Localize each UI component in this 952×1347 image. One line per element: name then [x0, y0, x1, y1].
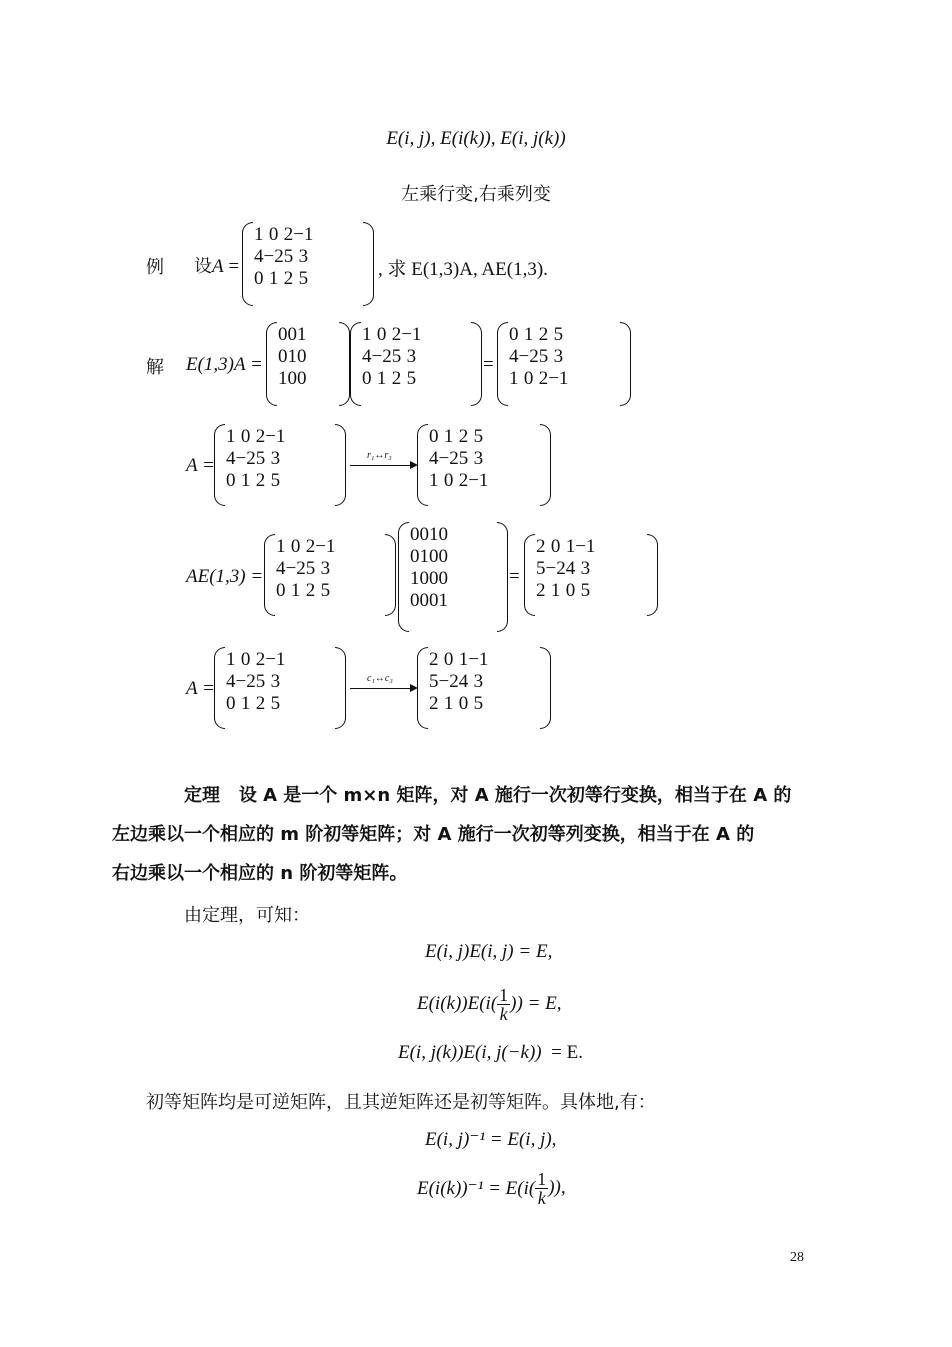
eq4-matrix-A — [214, 647, 346, 729]
matrix-entry: 1 — [509, 368, 519, 389]
matrix-entry: −1 — [265, 649, 286, 670]
matrix-entry: 2 — [429, 693, 439, 714]
theorem-heading: 定理 — [184, 785, 220, 806]
matrix-entry: 5 — [536, 558, 546, 579]
matrix-entry: 2 — [255, 649, 266, 670]
matrix-entry: 1 — [276, 536, 286, 557]
matrix-entry: 0 — [438, 524, 448, 545]
inverse-intro: 初等矩阵均是可逆矩阵，且其逆矩阵还是初等矩阵。具体地,有： — [146, 1092, 656, 1113]
matrix-entry: 0 — [419, 590, 429, 611]
matrix-entry: 4 — [276, 558, 286, 579]
matrix-entry: 0 — [287, 368, 297, 389]
matrix-entry: 1 — [297, 324, 307, 345]
matrix-entry: −1 — [401, 324, 422, 345]
matrix-entry: 1 — [458, 649, 469, 670]
matrix-entry: 2 — [536, 536, 546, 557]
matrix-entry: 0 — [376, 324, 387, 345]
eq3-equals: = — [509, 566, 520, 587]
matrix-entry: 5 — [283, 246, 294, 267]
matrix-entry: 0 — [438, 546, 448, 567]
matrix-entry: 5 — [255, 671, 266, 692]
matrix-entry: 0 — [523, 368, 534, 389]
matrix-entry: −1 — [315, 536, 336, 557]
matrix-entry: 3 — [270, 448, 281, 469]
matrix-entry: −1 — [265, 426, 286, 447]
matrix-entry: 0 — [297, 368, 307, 389]
matrix-entry: 1 — [278, 368, 288, 389]
eq1-lhs: E(1,3)A = — [186, 354, 263, 375]
matrix-entry: 5 — [473, 693, 484, 714]
matrix-entry: −1 — [548, 368, 569, 389]
matrix-entry: 1 — [443, 426, 454, 447]
example-matrix-A — [242, 222, 374, 306]
identity-2-fraction-numerator: 1 — [499, 984, 509, 1005]
matrix-entry: 1 — [419, 546, 429, 567]
matrix-entry: −2 — [235, 671, 256, 692]
inverse-2-fraction-denominator: k — [537, 1187, 546, 1208]
matrix-entry: −2 — [235, 448, 256, 469]
matrix-entry: 0 — [410, 524, 420, 545]
eq1-matrix-E13 — [266, 322, 350, 406]
matrix-entry: 1 — [565, 536, 576, 557]
matrix-entry: 0 — [429, 426, 439, 447]
matrix-entry: 5 — [305, 558, 316, 579]
matrix-entry: 1 — [254, 224, 264, 245]
matrix-entry: 0 — [410, 546, 420, 567]
eq1-result-matrix — [497, 322, 631, 406]
matrix-entry: 4 — [226, 671, 236, 692]
matrix-entry: 0 — [278, 324, 288, 345]
matrix-entry: 2 — [283, 224, 294, 245]
example-label: 例 — [146, 257, 164, 278]
identity-3: E(i, j(k))E(i, j(−k)) = E. — [398, 1042, 583, 1063]
matrix-entry: 0 — [268, 224, 279, 245]
matrix-entry: 5 — [270, 470, 281, 491]
matrix-entry: 5 — [553, 324, 564, 345]
matrix-entry: 4 — [254, 246, 264, 267]
matrix-entry: 0 — [509, 324, 519, 345]
matrix-entry: 1 — [429, 524, 439, 545]
identity-2-fraction-denominator: k — [499, 1003, 508, 1024]
eq2-result-matrix — [417, 424, 551, 506]
inverse-2-fraction-numerator: 1 — [537, 1168, 547, 1189]
matrix-entry: 0 — [443, 649, 454, 670]
example-prefix: 设A = — [194, 256, 240, 277]
matrix-entry: 5 — [580, 580, 591, 601]
matrix-entry: 1 — [287, 346, 297, 367]
eq2-matrix-A — [214, 424, 346, 506]
inverse-1: E(i, j)⁻¹ = E(i, j), — [425, 1129, 557, 1150]
matrix-entry: 0 — [276, 580, 286, 601]
left-right-multiplication-note: 左乘行变,右乘列变 — [401, 184, 551, 205]
matrix-entry: 0 — [419, 568, 429, 589]
matrix-entry: 0 — [565, 580, 576, 601]
matrix-entry: 5 — [391, 346, 402, 367]
matrix-entry: 1 — [226, 649, 236, 670]
matrix-entry: 1 — [240, 470, 251, 491]
matrix-entry: 1 — [523, 324, 534, 345]
matrix-entry: 0 — [410, 590, 420, 611]
column-swap-label: c₁↔c₃ — [367, 673, 393, 684]
matrix-entry: 2 — [255, 693, 266, 714]
matrix-entry: 1 — [550, 580, 561, 601]
matrix-entry: −2 — [371, 346, 392, 367]
matrix-entry: 5 — [538, 346, 549, 367]
matrix-entry: 5 — [320, 580, 331, 601]
matrix-entry: 0 — [550, 536, 561, 557]
matrix-entry: 2 — [391, 368, 402, 389]
matrix-entry: 0 — [419, 524, 429, 545]
theorem-paragraph — [112, 776, 820, 893]
eq4-result-matrix — [417, 647, 551, 729]
matrix-entry: −2 — [438, 448, 459, 469]
matrix-entry: 3 — [270, 671, 281, 692]
eq3-result-matrix — [524, 534, 658, 616]
elementary-matrix-notation: E(i, j), E(i(k)), E(i, j(k)) — [386, 128, 566, 149]
matrix-entry: 5 — [458, 448, 469, 469]
eq3-matrix-A — [264, 534, 396, 616]
matrix-entry: 4 — [509, 346, 519, 367]
matrix-entry: 2 — [538, 368, 549, 389]
matrix-entry: 0 — [362, 368, 372, 389]
theorem-line-1: 设 A 是一个 m×n 矩阵，对 A 施行一次初等行变换，相当于在 A 的 — [238, 785, 792, 806]
matrix-entry: 0 — [226, 693, 236, 714]
matrix-entry: 3 — [298, 246, 309, 267]
matrix-entry: 0 — [254, 268, 264, 289]
eq4-lhs: A = — [186, 678, 215, 699]
conclusion-intro: 由定理，可知： — [184, 905, 310, 926]
eq3-matrix-E13 — [398, 522, 508, 632]
eq2-lhs: A = — [186, 455, 215, 476]
row-swap-label: r₁↔r₃ — [367, 450, 392, 461]
matrix-entry: 0 — [240, 426, 251, 447]
matrix-entry: 3 — [473, 671, 484, 692]
matrix-entry: 5 — [298, 268, 309, 289]
matrix-entry: 1 — [226, 426, 236, 447]
column-swap-arrow — [350, 688, 416, 689]
matrix-entry: 5 — [473, 426, 484, 447]
eq1-matrix-A — [350, 322, 482, 406]
matrix-entry: 3 — [406, 346, 417, 367]
matrix-entry: 2 — [391, 324, 402, 345]
matrix-entry: 3 — [553, 346, 564, 367]
identity-1: E(i, j)E(i, j) = E, — [425, 941, 553, 962]
theorem-line-3: 右边乘以一个相应的 n 阶初等矩阵。 — [112, 863, 408, 884]
inverse-2: E(i(k))⁻¹ = E(i( $\frac{1}{k}$ )), — [417, 1168, 566, 1208]
matrix-entry: −2 — [545, 558, 566, 579]
matrix-entry: 1 — [443, 693, 454, 714]
matrix-entry: 1 — [240, 693, 251, 714]
eq3-lhs: AE(1,3) = — [186, 566, 264, 587]
matrix-entry: 0 — [226, 470, 236, 491]
matrix-entry: −2 — [285, 558, 306, 579]
matrix-entry: 1 — [410, 568, 420, 589]
matrix-entry: 4 — [226, 448, 236, 469]
matrix-entry: 4 — [458, 671, 469, 692]
matrix-entry: −1 — [575, 536, 596, 557]
matrix-entry: 3 — [473, 448, 484, 469]
matrix-entry: 1 — [438, 590, 448, 611]
theorem-line-2: 左边乘以一个相应的 m 阶初等矩阵；对 A 施行一次初等列变换，相当于在 A 的 — [112, 824, 755, 845]
matrix-entry: 2 — [255, 470, 266, 491]
matrix-entry: 0 — [287, 324, 297, 345]
matrix-entry: −2 — [263, 246, 284, 267]
matrix-entry: 2 — [538, 324, 549, 345]
matrix-entry: 4 — [565, 558, 576, 579]
matrix-entry: 4 — [429, 448, 439, 469]
matrix-entry: 1 — [362, 324, 372, 345]
matrix-entry: −1 — [293, 224, 314, 245]
matrix-entry: 4 — [362, 346, 372, 367]
matrix-entry: 3 — [580, 558, 591, 579]
matrix-entry: −2 — [518, 346, 539, 367]
matrix-entry: 5 — [255, 448, 266, 469]
matrix-entry: 5 — [270, 693, 281, 714]
matrix-entry: 0 — [429, 590, 439, 611]
solution-label: 解 — [146, 357, 164, 378]
matrix-entry: 2 — [283, 268, 294, 289]
identity-2: E(i(k))E(i( $\frac{1}{k}$ )) = E, — [417, 984, 562, 1024]
matrix-entry: 5 — [406, 368, 417, 389]
matrix-entry: 2 — [458, 426, 469, 447]
matrix-entry: 3 — [320, 558, 331, 579]
matrix-entry: 2 — [305, 580, 316, 601]
row-swap-arrow — [350, 465, 416, 466]
matrix-entry: −1 — [468, 470, 489, 491]
matrix-entry: −2 — [438, 671, 459, 692]
matrix-entry: 1 — [376, 368, 387, 389]
matrix-entry: 1 — [290, 580, 301, 601]
example-question: , 求 E(1,3)A, AE(1,3). — [378, 259, 548, 280]
matrix-entry: −1 — [468, 649, 489, 670]
matrix-entry: 2 — [429, 649, 439, 670]
matrix-entry: 0 — [290, 536, 301, 557]
page-number: 28 — [790, 1250, 804, 1265]
matrix-entry: 0 — [278, 346, 288, 367]
matrix-entry: 0 — [429, 568, 439, 589]
matrix-entry: 0 — [443, 470, 454, 491]
matrix-entry: 0 — [429, 546, 439, 567]
matrix-entry: 1 — [268, 268, 279, 289]
matrix-entry: 2 — [458, 470, 469, 491]
matrix-entry: 2 — [255, 426, 266, 447]
eq1-equals: = — [483, 354, 494, 375]
matrix-entry: 0 — [240, 649, 251, 670]
matrix-entry: 1 — [429, 470, 439, 491]
matrix-entry: 0 — [297, 346, 307, 367]
matrix-entry: 0 — [458, 693, 469, 714]
matrix-entry: 2 — [305, 536, 316, 557]
matrix-entry: 0 — [438, 568, 448, 589]
matrix-entry: 5 — [429, 671, 439, 692]
matrix-entry: 2 — [536, 580, 546, 601]
